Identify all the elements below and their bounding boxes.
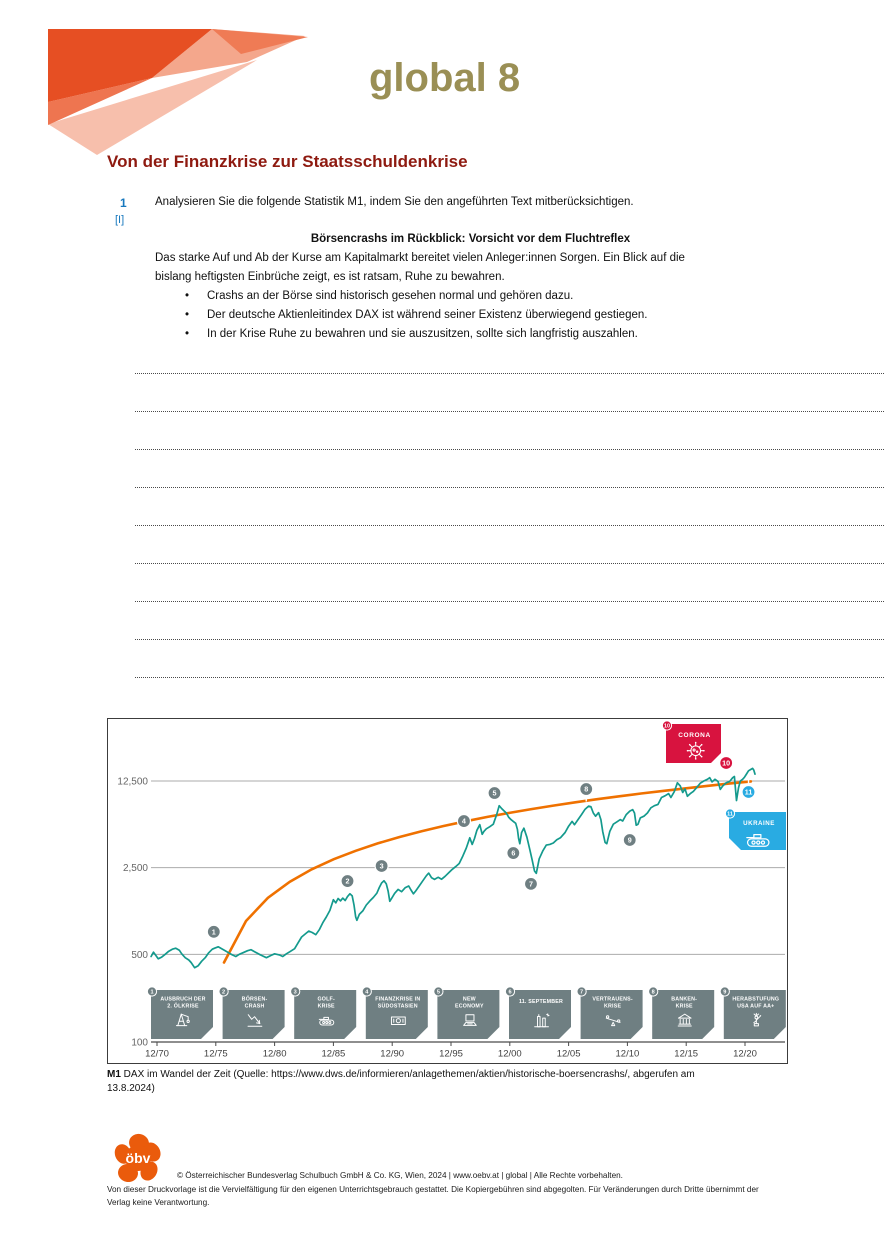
chart-text: 12/85: [321, 1048, 346, 1060]
chart-text: 12,500: [117, 776, 148, 788]
license-line-2: Verlag keine Verantwortung.: [107, 1198, 210, 1207]
chart-text: HERABSTUFUNG: [732, 996, 780, 1003]
chart-text: 3: [379, 861, 384, 871]
chart-text: KRISE: [675, 1003, 693, 1010]
chart-text: 12/95: [439, 1048, 463, 1060]
chart-text: 10: [664, 723, 670, 730]
ukraine-callout: [725, 809, 786, 850]
chart-text: 12/80: [262, 1048, 287, 1060]
chart-text: NEW: [462, 996, 476, 1003]
bullet-dot: •: [185, 309, 190, 321]
bullet-dot: •: [185, 290, 190, 302]
chart-text: 8: [584, 784, 589, 794]
article-paragraph-line: bislang heftigsten Einbrüche zeigt, es ist ratsam, Ruhe zu bewahren.: [155, 271, 505, 283]
task-competence-tag: [I]: [115, 214, 125, 226]
event-box: [720, 987, 786, 1039]
answer-write-line: [135, 564, 884, 602]
chart-text: 10: [722, 758, 731, 768]
chart-text: 2,500: [122, 863, 148, 875]
corner-triangles-logo: [45, 27, 315, 157]
chart-text: 9: [723, 989, 727, 996]
chart-text: BANKEN-: [671, 996, 698, 1003]
chart-text: VERTRAUENS-: [592, 996, 633, 1003]
chart-text: KRISE: [317, 1003, 335, 1010]
chart-text: 7: [580, 989, 584, 996]
answer-write-line: [135, 640, 884, 678]
bullet-item: [155, 306, 786, 325]
chart-text: 1: [211, 927, 216, 937]
chart-text: 9: [627, 835, 632, 845]
article-heading: Börsencrashs im Rückblick: Vorsicht vor dem Fluchtreflex: [310, 233, 631, 245]
chart-text: 5: [492, 788, 497, 798]
caption-text: DAX im Wandel der Zeit (Quelle: https://www.dws.de/informieren/anlagethemen/aktien/historische-boersencrashs/, abgerufen am: [120, 1069, 695, 1080]
event-box: [147, 987, 213, 1039]
chart-text: SÜDOSTASIEN: [377, 1003, 418, 1010]
task-number: 1: [120, 196, 127, 210]
caption-text-line2: 13.8.2024): [107, 1083, 155, 1094]
license-line: Von dieser Druckvorlage ist die Vervielfältigung für den eigenen Unterrichtsgebrauch gestattet. Die Kopiergebühren sind abgegolten. Für Veränderungen durch Dritte übernimmt der: [107, 1185, 759, 1194]
oebv-logo: [112, 1130, 166, 1186]
chart-text: CRASH: [244, 1003, 265, 1010]
chart-text: AUSBRUCH DER: [160, 996, 206, 1003]
chart-text: 2: [345, 876, 350, 886]
chart-text: 12/90: [380, 1048, 405, 1060]
answer-write-line: [135, 412, 884, 450]
caption-label: M1: [107, 1069, 121, 1080]
chart-text: ECONOMY: [455, 1003, 484, 1010]
chart-text: 4: [461, 816, 466, 826]
chart-text: 12/75: [203, 1048, 228, 1060]
book-title: global 8: [369, 56, 521, 100]
event-box: [434, 987, 500, 1039]
answer-write-line: [135, 488, 884, 526]
chart-text: 2. ÖLKRISE: [167, 1003, 199, 1010]
chart-text: 5: [436, 989, 440, 996]
article-paragraph-line: Das starke Auf und Ab der Kurse am Kapitalmarkt bereitet vielen Anleger:innen Sorgen. Ein Blick auf die: [155, 252, 685, 264]
chart-text: CORONA: [678, 732, 711, 739]
event-box: [649, 987, 715, 1039]
dax-chart-svg: [108, 719, 787, 1063]
answer-write-line: [135, 526, 884, 564]
chart-text: USA AUF AA+: [737, 1003, 775, 1010]
copyright-line: © Österreichischer Bundesverlag Schulbuch GmbH & Co. KG, Wien, 2024 | www.oebv.at | global | Alle Rechte vorbehalten.: [177, 1171, 623, 1180]
chart-text: KRISE: [603, 1003, 622, 1010]
bullet-text: Crashs an der Börse sind historisch gesehen normal und gehören dazu.: [207, 290, 574, 302]
chart-text: 100: [131, 1037, 148, 1049]
chart-text: 8: [651, 989, 655, 996]
chart-text: FINANZKRISE IN: [375, 996, 421, 1003]
event-box: [362, 987, 428, 1039]
oebv-logo-text: öbv: [125, 1150, 151, 1166]
chart-text: 11: [744, 787, 753, 797]
article-text-block: [155, 230, 786, 344]
chart-text: 500: [131, 949, 148, 961]
event-box: [577, 987, 643, 1039]
chart-text: 2: [222, 989, 226, 996]
event-box: [505, 987, 571, 1039]
chart-text: 12/05: [556, 1048, 581, 1060]
chart-text: 12/70: [145, 1048, 169, 1060]
chart-text: 7: [528, 879, 533, 889]
chart-text: GOLF-: [317, 996, 335, 1003]
chart-text: 11: [727, 811, 733, 818]
answer-write-line: [135, 336, 884, 374]
event-box: [219, 987, 285, 1039]
answer-lines-area: [135, 336, 884, 678]
chart-text: 1: [150, 989, 154, 996]
chart-text: 6: [508, 989, 512, 996]
figure-caption: [107, 1068, 879, 1096]
page-title: Von der Finanzkrise zur Staatsschuldenkrise: [107, 152, 468, 171]
chart-text: BÖRSEN-: [241, 996, 268, 1003]
chart-text: 11. SEPTEMBER: [518, 999, 564, 1005]
chart-text: UKRAINE: [743, 820, 775, 827]
chart-text: 12/15: [674, 1048, 699, 1060]
bullet-text: In der Krise Ruhe zu bewahren und sie auszusitzen, sollte sich langfristig auszahlen.: [207, 328, 638, 340]
bullet-item: [155, 287, 786, 306]
bullet-text: Der deutsche Aktienleitindex DAX ist während seiner Existenz überwiegend gestiegen.: [207, 309, 648, 321]
corona-callout: [662, 721, 721, 763]
chart-text: 4: [365, 989, 369, 996]
dax-chart-figure: [107, 718, 788, 1064]
chart-text: 12/10: [615, 1048, 640, 1060]
bullet-dot: •: [185, 328, 190, 340]
answer-write-line: [135, 602, 884, 640]
chart-text: 6: [511, 848, 516, 858]
answer-write-line: [135, 374, 884, 412]
task-instruction: Analysieren Sie die folgende Statistik M1, indem Sie den angeführten Text mitberücksichtigen.: [155, 196, 634, 208]
chart-text: 12/00: [497, 1048, 522, 1060]
chart-text: 12/20: [733, 1048, 757, 1060]
answer-write-line: [135, 450, 884, 488]
event-box: [291, 987, 357, 1039]
chart-text: 3: [293, 989, 297, 996]
